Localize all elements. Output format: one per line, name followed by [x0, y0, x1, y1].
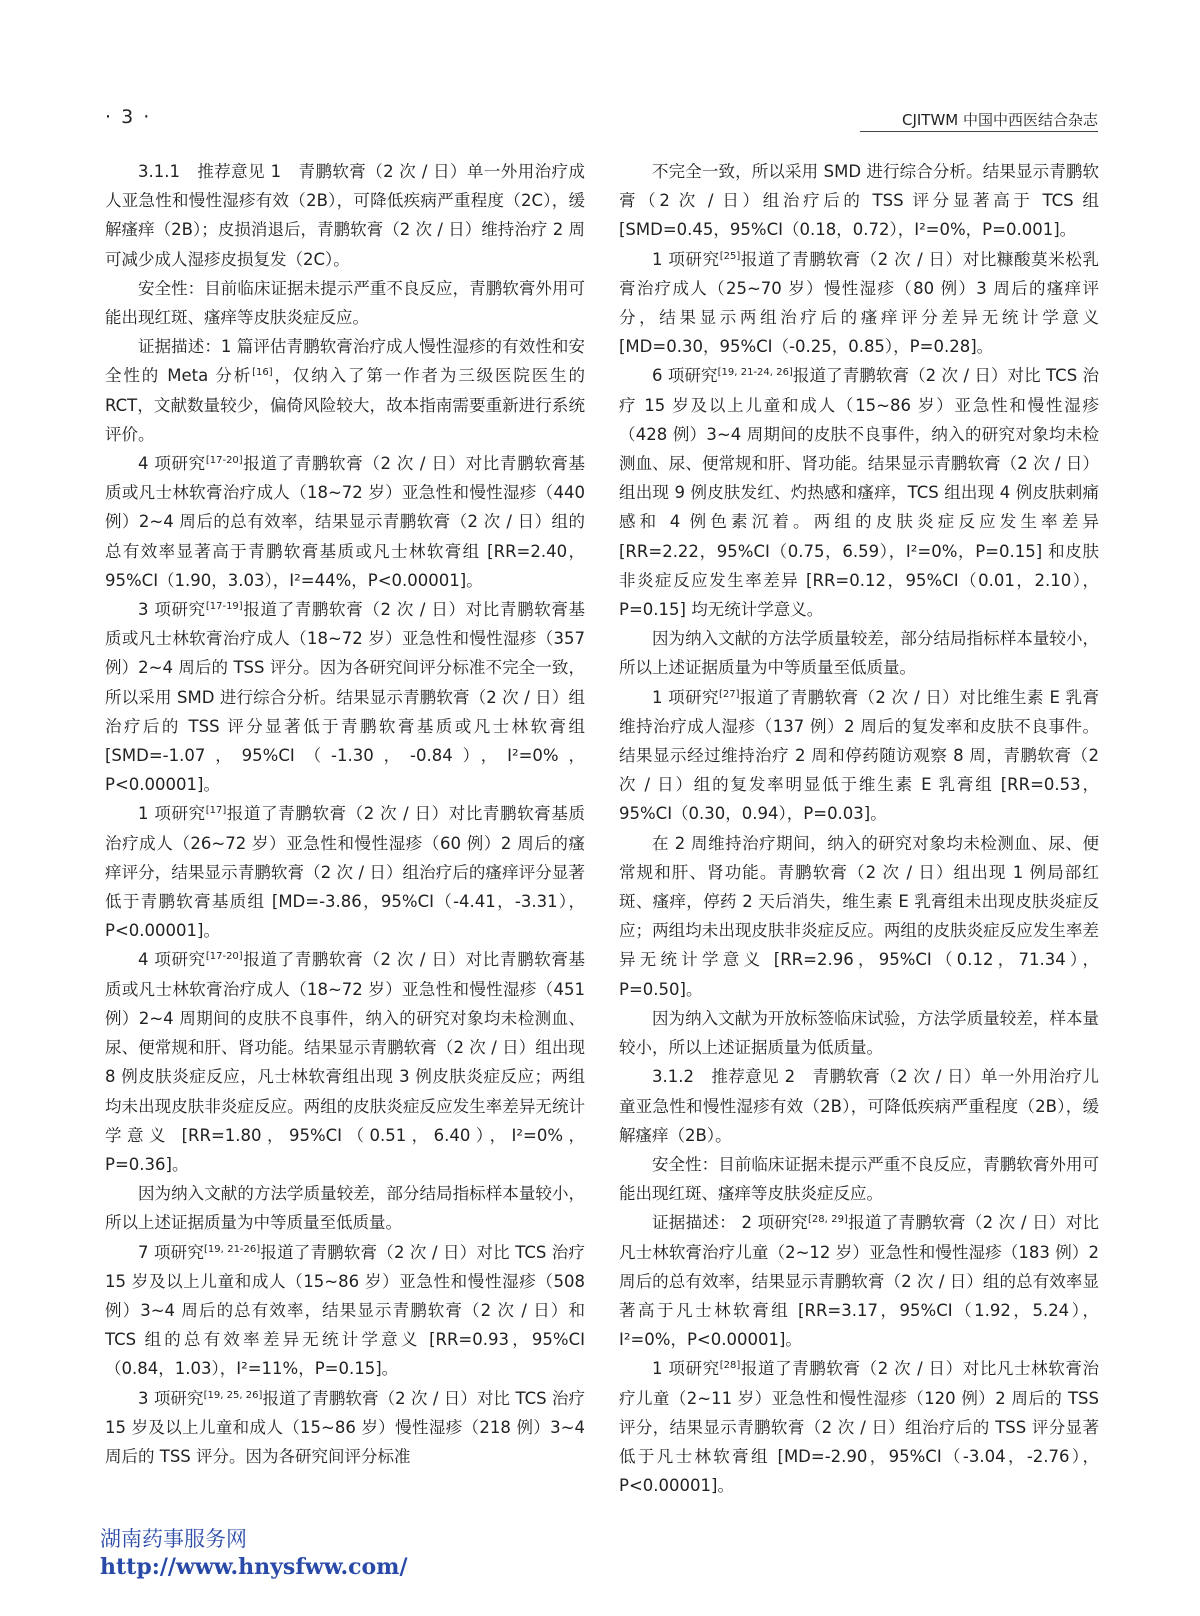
paragraph: [105, 799, 585, 945]
paragraph-text: 1 项研究: [138, 804, 206, 824]
paragraph: [105, 332, 585, 449]
paragraph: [619, 624, 1099, 682]
paragraph-text: 报道了青鹏软膏（2 次 / 日）对比糠酸莫米松乳膏治疗成人（25~70 岁）慢性湿疹（80 例）3 周后的瘙痒评分，结果显示两组治疗后的瘙痒评分差异无统计学意义 [MD=0.30，95%CI（-0.25，0.85），P=0.28]。: [619, 249, 1099, 357]
header-rule: [860, 131, 1098, 132]
citation-ref: [17-20]: [205, 951, 243, 963]
paragraph-text: 4 项研究: [138, 950, 206, 970]
left-column: [105, 157, 585, 1471]
paragraph-text: 6 项研究: [652, 366, 718, 386]
footer-site-name: 湖南药事服务网: [100, 1527, 247, 1551]
right-column: [619, 157, 1099, 1500]
paragraph-text: 3 项研究: [138, 1388, 204, 1408]
citation-ref: [27]: [718, 688, 740, 700]
journal-title: CJITWM 中国中西医结合杂志: [901, 111, 1098, 129]
paragraph: [105, 449, 585, 595]
paragraph-text: 因为纳入文献为开放标签临床试验，方法学质量较差，样本量较小，所以上述证据质量为低质量。: [619, 1008, 1099, 1058]
paragraph-text: 安全性：目前临床证据未提示严重不良反应，青鹏软膏外用可能出现红斑、瘙痒等皮肤炎症反应。: [105, 278, 585, 328]
paragraph-text: 4 项研究: [138, 454, 206, 474]
paragraph-text: 因为纳入文献的方法学质量较差，部分结局指标样本量较小，所以上述证据质量为中等质量至低质量。: [619, 629, 1099, 678]
paragraph: [105, 157, 585, 274]
citation-ref: [19, 25, 26]: [203, 1389, 263, 1401]
paragraph: [105, 1179, 585, 1237]
paragraph-text: 3.1.1 推荐意见 1 青鹏软膏（2 次 / 日）单一外用治疗成人亚急性和慢性湿疹有效（2B），可降低疾病严重程度（2C），缓解瘙痒（2B）；皮损消退后，青鹏软膏（2 次 / 日）维持治疗 2 周可减少成人湿疹皮损复发（2C）。: [105, 162, 585, 269]
paragraph-text: 不完全一致，所以采用 SMD 进行综合分析。结果显示青鹏软膏（2 次 / 日）组治疗后的 TSS 评分显著高于 TCS 组 [SMD=0.45，95%CI（0.18，0.72），I²=0%，P=0.001]。: [619, 162, 1099, 240]
paragraph-text: 因为纳入文献的方法学质量较差，部分结局指标样本量较小，所以上述证据质量为中等质量至低质量。: [105, 1184, 585, 1233]
paragraph-text: 证据描述： 2 项研究: [652, 1213, 808, 1233]
citation-ref: [19, 21-26]: [204, 1243, 261, 1255]
paragraph-text: ，仅纳入了第一作者为三级医院医生的 RCT，文献数量较少，偏倚风险较大，故本指南需要重新进行系统评价。: [105, 366, 585, 444]
citation-ref: [17-19]: [205, 601, 243, 613]
paragraph: [105, 595, 585, 799]
citation-ref: [28]: [719, 1360, 741, 1372]
paragraph: [619, 1062, 1099, 1150]
paragraph-text: 报道了青鹏软膏（2 次 / 日）对比青鹏软膏基质或凡士林软膏治疗成人（18~72 岁）亚急性和慢性湿疹（451 例）2~4 周期间的皮肤不良事件，纳入的研究对象均未检测血、尿、便常规和肝、肾功能。结果显示青鹏软膏（2 次 / 日）组出现 8 例皮肤炎症反应，凡士林软膏组出现 3 例皮肤炎症反应；两组均未出现皮肤非炎症反应。两组的皮肤炎症反应发生率差异无统计学意义 [RR=1.80，95%CI（0.51，6.40），I²=0%，P=0.36]。: [105, 950, 586, 1174]
paragraph: [619, 1354, 1099, 1500]
paragraph: [619, 245, 1099, 362]
citation-ref: [16]: [252, 367, 273, 379]
paragraph-text: 1 项研究: [652, 1359, 720, 1379]
paragraph-text: 在 2 周维持治疗期间，纳入的研究对象均未检测血、尿、便常规和肝、肾功能。青鹏软膏（2 次 / 日）组出现 1 例局部红斑、瘙痒，停药 2 天后消失，维生素 E 乳膏组未出现皮肤炎症反应；两组均未出现皮肤非炎症反应。两组的皮肤炎症反应发生率差异无统计学意义 [RR=2.96，95%CI（0.12，71.34），P=0.50]。: [619, 833, 1099, 999]
citation-ref: [19, 21-24, 26]: [717, 367, 793, 379]
paragraph: [105, 1238, 585, 1384]
paragraph-text: 3 项研究: [138, 600, 206, 620]
paragraph-text: 3.1.2 推荐意见 2 青鹏软膏（2 次 / 日）单一外用治疗儿童亚急性和慢性湿疹有效（2B），可降低疾病严重程度（2B），缓解瘙痒（2B）。: [619, 1067, 1099, 1145]
paragraph-text: 报道了青鹏软膏（2 次 / 日）对比青鹏软膏基质治疗成人（26~72 岁）亚急性和慢性湿疹（60 例）2 周后的瘙痒评分，结果显示青鹏软膏（2 次 / 日）组治疗后的瘙痒评分显著低于青鹏软膏基质组 [MD=-3.86，95%CI（-4.41，-3.31），P<0.00001]。: [105, 804, 585, 941]
page-number: · 3 ·: [105, 106, 152, 128]
paragraph: [619, 829, 1099, 1004]
paragraph: [619, 361, 1099, 624]
paragraph: [619, 157, 1099, 245]
paragraph-text: 报道了青鹏软膏（2 次 / 日）对比青鹏软膏基质或凡士林软膏治疗成人（18~72 岁）亚急性和慢性湿疹（357 例）2~4 周后的 TSS 评分。因为各研究间评分标准不完全一致，所以采用 SMD 进行综合分析。结果显示青鹏软膏（2 次 / 日）组治疗后的 TSS 评分显著低于青鹏软膏基质或凡士林软膏组 [SMD=-1.07，95%CI（-1.30，-0.84），I²=0%，P<0.00001]。: [105, 600, 586, 795]
paragraph: [619, 683, 1099, 829]
paragraph: [619, 1004, 1099, 1062]
paragraph-text: 7 项研究: [138, 1242, 205, 1262]
paragraph: [619, 1208, 1099, 1354]
paragraph-text: 报道了青鹏软膏（2 次 / 日）对比 TCS 治疗 15 岁及以上儿童和成人（15~86 岁）慢性湿疹（218 例）3~4 周后的 TSS 评分。因为各研究间评分标准: [105, 1388, 585, 1466]
footer-url-link[interactable]: http://www.hnysfww.com/: [100, 1554, 408, 1580]
paragraph-text: 报道了青鹏软膏（2 次 / 日）对比青鹏软膏基质或凡士林软膏治疗成人（18~72 岁）亚急性和慢性湿疹（440 例）2~4 周后的总有效率，结果显示青鹏软膏（2 次 / 日）组的总有效率显著高于青鹏软膏基质或凡士林软膏组 [RR=2.40，95%CI（1.90，3.03），I²=44%，P<0.00001]。: [105, 454, 586, 590]
paragraph: [619, 1150, 1099, 1208]
paragraph-text: 安全性：目前临床证据未提示严重不良反应，青鹏软膏外用可能出现红斑、瘙痒等皮肤炎症反应。: [619, 1154, 1099, 1204]
paragraph-text: 报道了青鹏软膏（2 次 / 日）对比凡士林软膏治疗儿童（2~11 岁）亚急性和慢性湿疹（120 例）2 周后的 TSS 评分，结果显示青鹏软膏（2 次 / 日）组治疗后的 TSS 评分显著低于凡士林软膏组 [MD=-2.90，95%CI（-3.04，-2.76），P<0.00001]。: [619, 1359, 1099, 1496]
paragraph-text: 1 项研究: [652, 687, 719, 707]
paragraph: [105, 274, 585, 332]
citation-ref: [17-20]: [205, 455, 243, 467]
paragraph: [105, 945, 585, 1179]
paragraph-text: 报道了青鹏软膏（2 次 / 日）对比维生素 E 乳膏维持治疗成人湿疹（137 例）2 周后的复发率和皮肤不良事件。结果显示经过维持治疗 2 周和停药随访观察 8 周，青鹏软膏（2 次 / 日）组的复发率明显低于维生素 E 乳膏组 [RR=0.53，95%CI（0.30，0.94），P=0.03]。: [619, 687, 1099, 824]
paragraph-text: 报道了青鹏软膏（2 次 / 日）对比凡士林软膏治疗儿童（2~12 岁）亚急性和慢性湿疹（183 例）2 周后的总有效率，结果显示青鹏软膏（2 次 / 日）组的总有效率显著高于凡士林软膏组 [RR=3.17，95%CI（1.92，5.24），I²=0%，P<0.00001]。: [619, 1213, 1100, 1350]
paragraph: [105, 1384, 585, 1472]
citation-ref: [17]: [205, 805, 227, 817]
citation-ref: [25]: [719, 250, 741, 262]
paragraph-text: 1 项研究: [652, 249, 720, 269]
citation-ref: [28, 29]: [808, 1214, 848, 1226]
paragraph-text: 证据描述：1 篇评估青鹏软膏治疗成人慢性湿疹的有效性和安全性的 Meta 分析: [105, 337, 585, 386]
paragraph-text: 报道了青鹏软膏（2 次 / 日）对比 TCS 治疗 15 岁及以上儿童和成人（15~86 岁）亚急性和慢性湿疹（428 例）3~4 周期间的皮肤不良事件，纳入的研究对象均未检测血、尿、便常规和肝、肾功能。结果显示青鹏软膏（2 次 / 日）组出现 9 例皮肤发红、灼热感和瘙痒，TCS 组出现 4 例皮肤刺痛感和 4 例色素沉着。两组的皮肤炎症反应发生率差异 [RR=2.22，95%CI（0.75，6.59），I²=0%，P=0.15] 和皮肤非炎症反应发生率差异 [RR=0.12，95%CI（0.01，2.10），P=0.15] 均无统计学意义。: [619, 366, 1100, 620]
paragraph-text: 报道了青鹏软膏（2 次 / 日）对比 TCS 治疗 15 岁及以上儿童和成人（15~86 岁）亚急性和慢性湿疹（508 例）3~4 周后的总有效率，结果显示青鹏软膏（2 次 / 日）和 TCS 组的总有效率差异无统计学意义 [RR=0.93，95%CI（0.84，1.03），I²=11%，P=0.15]。: [105, 1242, 585, 1379]
